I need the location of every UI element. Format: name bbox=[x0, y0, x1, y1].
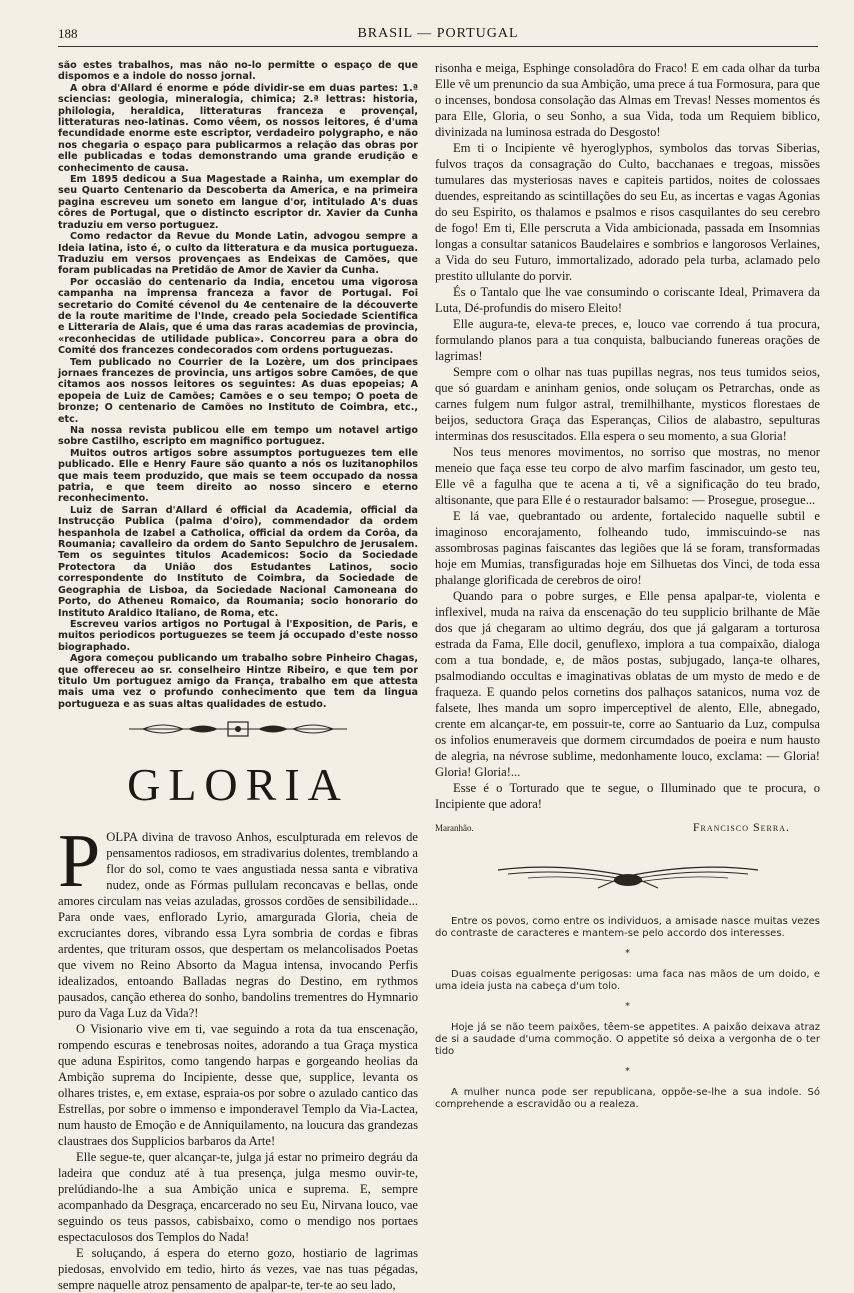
article-paragraph: Quando para o pobre surges, e Elle pensa apalpar-te, violenta e inflexivel, muda na raiva da enscenação do teu supplicio brilhante de Mãe dos que já chegaram ao ultimo degráu, dos que já galgaram a torturosa estrada da Fama, Elle docil, genuflexo, implora a tua compaixão, dialoga com a tua bondade, e, de mãos postas, subjugado, lança-te olhares, psalmodiando occultas e imaginativas oblatas de um mysto de medo e de fraqueza. E quando pelos cornetins dos palhaços satanicos, numa voz de falsete, lhes manda um sopro imperceptivel de alento, Elle, abnegado, crente em alcançar-te, em possuir-te, corre ao Santuario da Luz, compulsa os infolios enumeraveis que dormem circumdados de poeira e num hausto de alegria, na névrose sublime, medonhamente louco, exclama: — Gloria! Gloria! Gloria!... bbox=[435, 589, 820, 779]
drop-cap: P bbox=[58, 819, 101, 904]
notice-paragraph: Escreveu varios artigos no Portugal à l'Exposition, de Paris, e muitos periodicos portuguezes se teem já occupado d'este nosso biographado. bbox=[58, 618, 418, 653]
article-title: GLORIA bbox=[127, 759, 349, 811]
header-rule bbox=[58, 46, 818, 47]
maxim: Duas coisas egualmente perigosas: uma faca nas mãos de um doido, e uma ideia justa na cabeça d'um tolo. bbox=[435, 968, 820, 993]
notice-paragraph: Em 1895 dedicou a Sua Magestade a Rainha, um exemplar do seu Quarto Centenario da Descoberta da America, e na primeira pagina escreveu um soneto em langue d'or, intitulado A's duas côres de Portugal, que o distincto escriptor dr. Xavier da Cunha traduziu em verso portuguez. bbox=[58, 174, 418, 231]
signature-author: Francisco Serra. bbox=[692, 820, 790, 834]
article-paragraph: E soluçando, á espera do eterno gozo, hostiario de lagrimas piedosas, envolvido em tedio, hirto ás vezes, vae nas tuas pégadas, sempre naquelle atroz pensamento de apalpar-te, ter-te ao seu lado, bbox=[58, 1246, 418, 1293]
notice-paragraph: Agora começou publicando um trabalho sobre Pinheiro Chagas, que offereceu ao sr. conselheiro Hintze Ribeiro, e que tem por titulo Um portuguez amigo da França, trabalho em que attesta mais uma vez o profundo conhecimento que tem da lingua portugueza e as suas altas qualidades de estudo. bbox=[58, 653, 418, 710]
article-paragraph: Sempre com o olhar nas tuas pupillas negras, nos teus tumidos seios, que só guardam e aninham genios, onde soluçam os Petrarchas, onde as carnes fulgem num fulgor astral, tremilhilhante, mysticos florestaes de beijos, seductora Graça das Esperanças, Cilios de alabastro, sepulturas interminas dos resuscitados. Ella espera o seu momento, a sua Gloria! bbox=[435, 365, 820, 443]
notice-paragraph: Por occasião do centenario da India, encetou uma vigorosa campanha na imprensa franceza a favor de Portugal. Foi secretario do Comité cévenol du 4e centenaire de la découverte de la route maritime de l'Inde, creado pela Sociedade Scientifica e Litteraria de Alais, que é uma das raras academias de provincia, «reconhecidas de utilidade publica». Concorreu para a obra do Comité dos francezes condecorados com ordens portuguezas. bbox=[58, 276, 418, 357]
left-column bbox=[58, 60, 418, 1293]
article-body-left bbox=[58, 819, 418, 1293]
article-paragraph: risonha e meiga, Esphinge consoladôra do Fraco! E em cada olhar da turba Elle vê um prenuncio da sua Ambição, uma prece á tua Formosura, para que o incenses, bondosa consolação das Almas em Trevas! Nesses momentos és para Elle, Gloria, o seu Sonho, a sua Vida, toda um Requiem biblico, divinizada na luminosa estrada do Desgosto! bbox=[435, 61, 820, 139]
article-paragraph: Elle augura-te, eleva-te preces, e, louco vae correndo á tua procura, formulando planos para a tua conquista, balbuciando funereas orações de lagrimas! bbox=[435, 317, 820, 363]
article-paragraph: OLPA divina de travoso Anhos, esculpturada em relevos de pensamentos radiosos, em stradivarius dolentes, tremblando a flor do sol, como te vaes angustiada nessa santa e vibrativa nudez, onde as Fórmas pullulam reconcavas e bellas, onde amores circulam nas veias azuladas, grossos cordões de sensibilidade... Para onde vaes, enflorado Lyrio, amargurada Gloria, cheia de excruciantes dores, vibrando essa Lyra sombria de cordas e fibras ardentes, que trituram ossos, que despertam os melancolisados Poetas que vivem no Reino Absorto da Magua intensa, invocando Perfis idealizados, entoando Balladas negras do Destino, em rythmos pausados, canção etherea do sonho, bandolins trementres do Hymnario puro da Vaga Luz da Vida?! bbox=[58, 830, 418, 1021]
notice-paragraph: são estes trabalhos, mas não no-lo permitte o espaço de que dispomos e a indole do nosso jornal. bbox=[58, 60, 418, 83]
maxim: Hoje já se não teem paixões, têem-se appetites. A paixão deixava atraz de si a saudade d'uma commoção. O appetite só deixa a vergonha de o ter tido bbox=[435, 1021, 820, 1058]
notice-paragraph: Muitos outros artigos sobre assumptos portuguezes tem elle publicado. Elle e Henry Faure são quanto a nós os luzitanophilos que mais teem produzido, que mais se teem occupado da nossa patria, e que teem direito ao nosso sincero e eterno reconhecimento. bbox=[58, 447, 418, 505]
notice-paragraph: Como redactor da Revue du Monde Latin, advogou sempre a Ideia latina, isto é, o culto da litteratura e da musica portugueza. Traduziu em versos provençaes as Endeixas de Camões, que foram publicadas na Pretidão de Amor de Xavier da Cunha. bbox=[58, 231, 418, 277]
article-paragraph: Elle segue-te, quer alcançar-te, julga já estar no primeiro degráu da ladeira que conduz até à tua presença, julga mesmo ouvir-te, prelúdiando-lhe a sua Ambição unica e suprema. E, sempre acompanhado da Desgraça, encarcerado no seu Eu, Nirvana louco, vae seguindo os teus passos, cabisbaixo, como o mendigo nos portaes espectaculosos dos Templos do Nada! bbox=[58, 1150, 418, 1245]
article-paragraph: És o Tantalo que lhe vae consumindo o coriscante Ideal, Primavera da Luta, Dé-profundis do misero Eleito! bbox=[435, 285, 820, 315]
maxim: Entre os povos, como entre os individuos, a amisade nasce muitas vezes do contraste de caracteres e mantem-se pelo accordo dos interesses. bbox=[435, 916, 820, 940]
allard-notice bbox=[58, 60, 418, 710]
article-body-right bbox=[435, 60, 820, 812]
right-column bbox=[435, 60, 820, 1170]
star-divider: * bbox=[625, 1066, 630, 1077]
article-paragraph: E lá vae, quebrantado ou ardente, fortalecido naquelle subtil e imaginoso encorajamento, folheando tudo, immiscuindo-se nas assombrosas paginas faiscantes das legiões que lá se foram, transformadas hoje em Mumias, transfiguradas hoje em Silhuetas dos Vinci, de toda essa phalange glorificada de cerebros de oiro! bbox=[435, 509, 820, 587]
notice-paragraph: Tem publicado no Courrier de la Lozère, um dos principaes jornaes francezes de provincia, uns artigos sobre Camões, de que citamos aos nossos leitores os seguintes: As duas epopeias; A epopeia de Luiz de Camões; Camões e o seu tempo; O poeta de bronze; O centenario de Camões no Instituto de Coimbra, etc., etc. bbox=[58, 356, 418, 425]
article-paragraph: Esse é o Torturado que te segue, o Illuminado que te procura, o Incipiente que adora! bbox=[435, 781, 820, 811]
page-number: 188 bbox=[58, 26, 78, 41]
article-paragraph: Em ti o Incipiente vê hyeroglyphos, symbolos das torvas Siberias, fulvos traços da consagração do Culto, bacchanaes e tregoas, missões tumulares das mysteriosas naves e capiteis partidos, noites de colossaes duendes, espreitando as scintillações do seu Eu, as incertas e vagas Agonias do seu Espirito, os thalamos e psalmos e risos casquilantes do seu cerebro de fogo! Em ti, Elle perscruta a Vida ambicionada, passada em Insomnias longas a consultar satanicos Baudelaires e sombrios e langorosos Verlaines, a Vida do seu Futuro, immortalizado, adorado pela turba, aclamado pelo prestito ullulante do porvir. bbox=[435, 141, 820, 283]
maxim: A mulher nunca pode ser republicana, oppõe-se-lhe a sua indole. Só comprehende a escravidão ou a realeza. bbox=[435, 1086, 820, 1111]
floral-ornament-icon bbox=[123, 720, 353, 738]
star-divider: * bbox=[625, 1001, 630, 1012]
running-title: BRASIL — PORTUGAL bbox=[357, 26, 519, 41]
winged-separator-icon bbox=[488, 858, 768, 894]
notice-paragraph: Luiz de Sarran d'Allard é official da Academia, official da Instrucção Publica (palma d'oiro), commendador da ordem hespanhola de Izabel a Catholica, official da ordem da Corôa, da Roumania; cavalleiro da ordem do Santo Sepulchro de Jerusalem. Tem os seguintes titulos Academicos: Socio da Sociedade Protectora da União dos Estudantes Latinos, socio correspondente do Instituto de Coimbra, da Sociedade de Geographia de Lisboa, da Sociedade Nacional Camoneana do Porto, do Atheneu Romaico, da Roumania; socio honorario do Instituto Araldico Italiano, de Roma, etc. bbox=[58, 504, 418, 619]
running-header bbox=[58, 26, 818, 48]
notice-paragraph: Na nossa revista publicou elle em tempo um notavel artigo sobre Castilho, escripto em magnifico portuguez. bbox=[58, 425, 418, 448]
article-paragraph: Nos teus menores movimentos, no sorriso que mostras, no menor meneio que faça esse teu corpo de alvo marfim fascinador, um gesto teu, Elle vê a fagulha que te acena a ti, vê a significação do teu brado, altisonante, que para Elle é o restaurador balsamo: — Prosegue, prosegue... bbox=[435, 445, 820, 507]
star-divider: * bbox=[625, 948, 630, 959]
article-paragraph: O Visionario vive em ti, vae seguindo a rota da tua enscenação, rompendo escuras e tenebrosas noites, adorando a tua Graça mystica que aduna Espiritos, como tangendo harpas e gorgeando heolias da Ambição suprema do Incipiente, desse que, supplice, levanta os olhares tristes, e, em extase, espraia-os por sobre o azulado cantico das Estrellas, por sobre o immenso e imponderavel Templo da Via-Lactea, num hausto de Emoção e de Anniquilamento, na loucura das grandezas claustraes dos Supplicios barbaros da Arte! bbox=[58, 1022, 418, 1149]
signature-place: Maranhão. bbox=[435, 823, 474, 833]
signature-row bbox=[435, 820, 820, 840]
maxims-section bbox=[435, 916, 820, 1112]
notice-paragraph: A obra d'Allard é enorme e póde dividir-se em duas partes: 1.ª sciencias: geologia, mineralogia, chimica; 2.ª lettras: historia, philologia, heraldica, litteraturas franceza e provençal, litteraturas neo-latinas. Como vêem, os nossos leitores, é d'uma fecundidade enorme este escriptor, verdadeiro polygrapho, e não nos chegaria o espaço para publicarmos a relação das obras por elle publicadas e todas demonstrando uma grande erudição e conhecimento de causa. bbox=[58, 82, 418, 174]
